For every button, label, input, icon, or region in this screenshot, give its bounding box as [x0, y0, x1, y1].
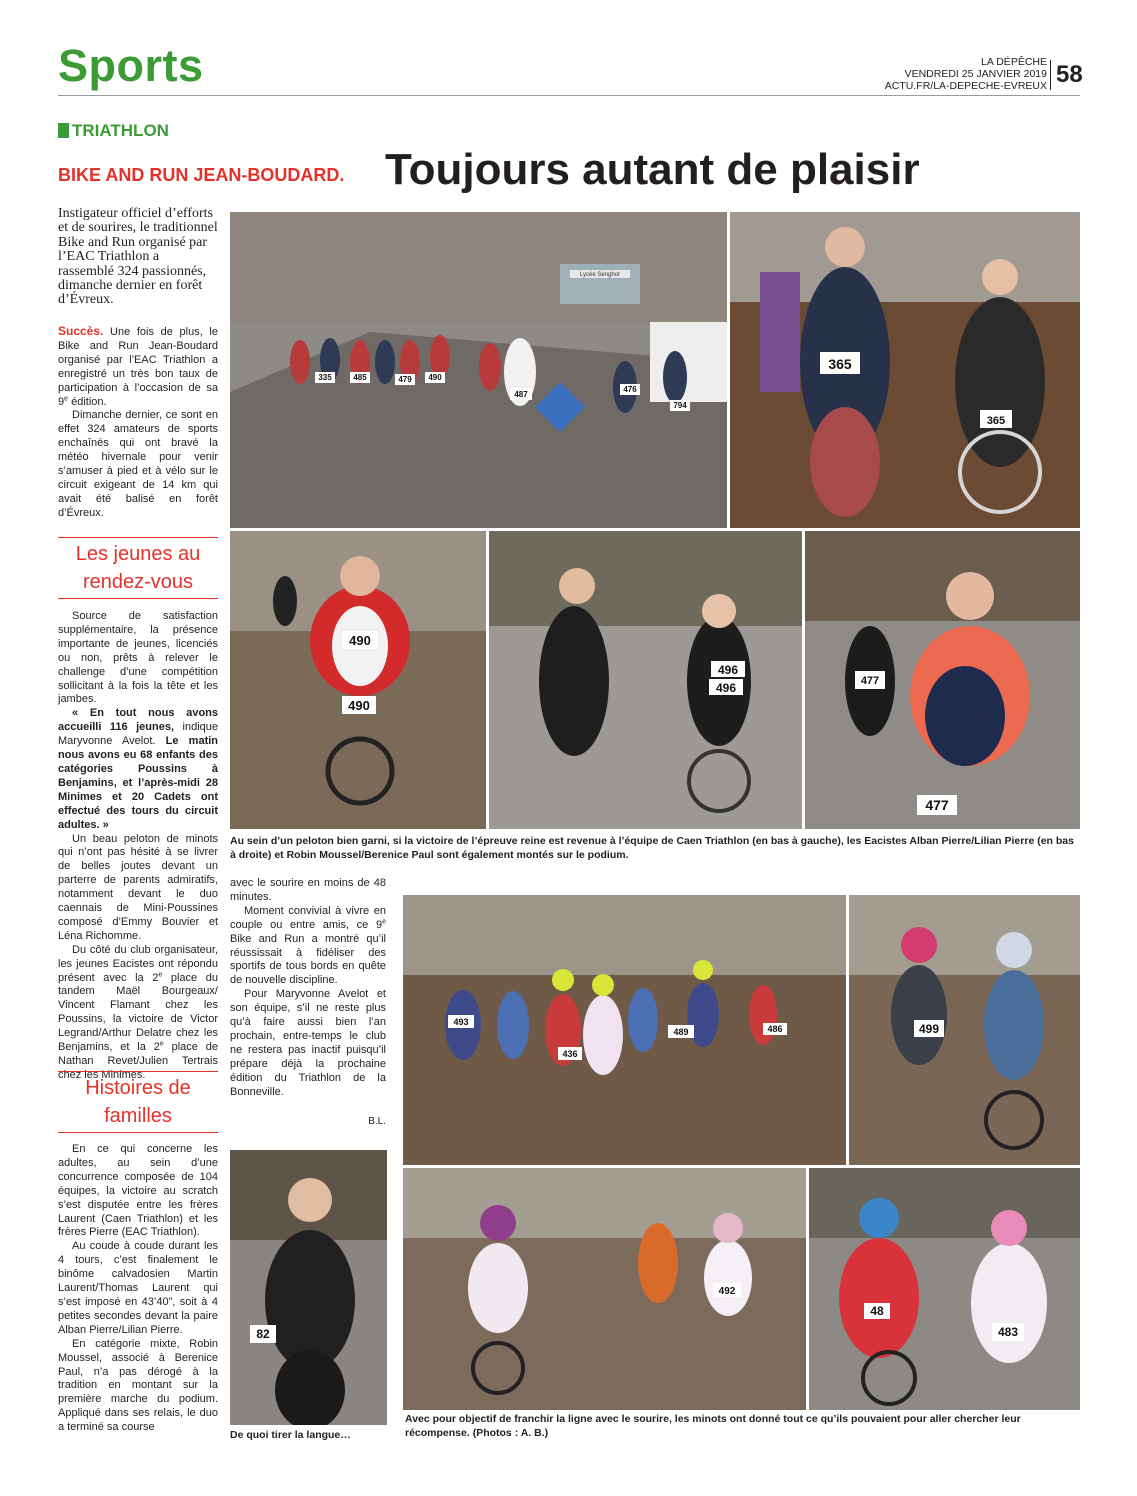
paragraph: En catégorie mixte, Robin Moussel, associé à Berenice Paul, n’a pas dérogé à la tradition en montant sur la première marche du podium. Appliqué dans ses relais, le duo a terminé sa course [58, 1337, 218, 1434]
photo-cyclist-477 [805, 531, 1080, 829]
photo-caption: Avec pour objectif de franchir la ligne avec le sourire, les minots ont donné tout ce qu’ils pouvaient pour aller chercher leur récompense. (Photos : A. B.) [405, 1413, 1021, 1439]
lead-word: Succès. [58, 324, 104, 338]
bib-number: 479 [398, 375, 412, 384]
bib-number: 335 [318, 373, 332, 382]
bib-number: 487 [514, 390, 528, 399]
bib-number: 794 [673, 401, 687, 410]
bib-number: 82 [256, 1327, 270, 1341]
rubric-label: TRIATHLON [72, 121, 169, 140]
page-number: 58 [1050, 60, 1083, 90]
bib-number: 365 [828, 356, 852, 372]
paragraph-text: édition. [71, 395, 107, 408]
quote: Le matin nous avons eu 68 enfants des catégories Poussins à Benjamins, et l’après-midi 28 Minimes et 20 Cadets ont effectué des tours du circuit adultes. » [58, 735, 219, 831]
section-title: Sports [58, 40, 204, 91]
superscript: e [382, 918, 386, 926]
paragraph: Source de satisfaction supplémentaire, la présence importante de jeunes, licenciés ou non, prêts à relever le challenge d’une compétition sollicitant à la fois la tête et les jambes. [58, 610, 218, 706]
paragraph-text: indique Maryvonne Avelot. [58, 721, 218, 748]
photo-runners-forest [730, 212, 1080, 528]
bib-number: 485 [353, 373, 367, 382]
bib-number: 496 [717, 663, 739, 677]
quote: « En tout nous avons accueilli 116 jeunes, [58, 707, 218, 734]
paragraph [58, 707, 218, 832]
paper-website: ACTU.FR/LA-DEPECHE-EVREUX [884, 80, 1047, 92]
issue-date: VENDREDI 25 JANVIER 2019 [904, 68, 1047, 80]
paragraph-text: Moment convivial à vivre en couple ou entre amis, ce 9 [230, 904, 386, 931]
article-column-1a [58, 325, 218, 521]
photo-peloton-road [230, 212, 727, 528]
bib-number: 477 [860, 675, 880, 687]
bib-number: 365 [986, 415, 1006, 427]
bib-number: 490 [348, 698, 370, 713]
bib-number: 493 [453, 1017, 469, 1027]
header-rule [58, 95, 1080, 96]
bib-number: 492 [718, 1286, 736, 1297]
bib-number: 477 [925, 797, 949, 813]
photo-caption: Au sein d’un peloton bien garni, si la victoire de l’épreuve reine est revenue à l’équipe de Caen Triathlon (en bas à gauche), les Eacistes Alban Pierre/Lilian Pierre (en bas à droite) et Robin Moussel/Berenice Paul sont également montés sur le podium. [230, 835, 1074, 861]
photo-cyclist-490 [230, 531, 486, 829]
intertitle: Histoires de familles [58, 1071, 218, 1133]
photo-caption: De quoi tirer la langue… [230, 1429, 351, 1441]
paragraph: En ce qui concerne les adultes, au sein d’une concurrence composée de 104 équipes, la victoire au scratch s’est disputée entre les frères Laurent (Caen Triathlon) et les frères Pierre (EAC Triathlon). [58, 1143, 218, 1239]
article-standfirst: Instigateur officiel d’efforts et de sourires, le traditionnel Bike and Run organisé par l’EAC Triathlon a rassemblé 324 passionnés, dimanche dernier en forêt d’Évreux. [58, 206, 218, 308]
photo-girls-arms-raised [809, 1168, 1080, 1410]
bib-number: 490 [428, 373, 442, 382]
paragraph-text: Une fois de plus, le Bike and Run Jean-Boudard organisé par l’EAC Triathlon a enregistré un très bon taux de participation à l’occasion de sa 9 [58, 326, 218, 408]
paragraph-text: Bike and Run a montré qu’il réussissait à fidéliser des sportifs de tous bords en quête de nouvelle discipline. [230, 932, 386, 987]
bib-number: 496 [715, 681, 737, 695]
paragraph [58, 944, 218, 1083]
paragraph: avec le sourire en moins de 48 minutes. [230, 877, 386, 903]
paragraph-text: Du côté du club organisateur, les jeunes Eacistes ont répondu présent avec la 2 [58, 943, 218, 984]
rubric [58, 121, 169, 141]
sign-lycee: Lycée Senghor [579, 272, 621, 278]
photo-kids-running [403, 895, 846, 1165]
folio [885, 56, 1047, 92]
paragraph-text: place de Nathan Revet/Julien Tertrais chez les Minimes. [58, 1041, 218, 1081]
bib-number: 489 [673, 1027, 689, 1037]
rubric-square-icon [58, 123, 69, 138]
headline-kicker: BIKE AND RUN JEAN-BOUDARD. [58, 165, 345, 185]
article-column-1b [58, 610, 218, 1083]
bib-number: 436 [562, 1049, 578, 1059]
photo-duo-finish [489, 531, 802, 829]
byline: B.L. [368, 1116, 386, 1127]
bib-number: 476 [623, 385, 637, 394]
paragraph: Dimanche dernier, ce sont en effet 324 amateurs de sports enchaînés qui ont bravé la météo hivernale pour venir s’amuser à pied et à vélo sur le circuit exigeant de 14 km qui avait été balisé en forêt d’Évreux. [58, 409, 218, 519]
intertitle: Les jeunes au rendez-vous [58, 537, 218, 599]
bib-number: 486 [767, 1024, 783, 1034]
article-column-1c [58, 1143, 218, 1435]
photo-boy-tongue [230, 1150, 387, 1425]
superscript: e [159, 1040, 164, 1048]
paragraph [58, 325, 218, 409]
superscript: e [64, 394, 69, 402]
paragraph-text: place du tandem Maël Bourgeaux/ Vincent Flamant chez les Poussins, la victoire de Victor Legrand/Arthur Delatre chez les Benjamins, et la 2 [58, 971, 218, 1054]
bib-number: 499 [918, 1022, 940, 1036]
bib-number: 48 [870, 1304, 884, 1318]
paragraph: Au coude à coude durant les 4 tours, c’est finalement le binôme calvadosien Martin Laurent/Thomas Laurent qui s’est imposé en 43’40”, soit à 4 petites secondes devant la paire Alban Pierre/Lilian Pierre. [58, 1240, 218, 1336]
article-column-2 [230, 877, 386, 1100]
paragraph [230, 905, 386, 988]
photo-girls-finish [403, 1168, 806, 1410]
bib-number: 490 [349, 633, 371, 648]
paragraph: Pour Maryvonne Avelot et son équipe, s’il ne reste plus qu’à faire aussi bien l’an prochain, entre-temps le club ne restera pas inactif puisqu’il prépare déjà la prochaine édition du Triathlon de la Bonneville. [230, 988, 386, 1098]
photo-kids-cycling [849, 895, 1080, 1165]
superscript: e [158, 970, 163, 978]
paper-name: LA DÉPÊCHE [981, 56, 1047, 68]
paragraph: Un beau peloton de minots qui n’ont pas hésité à se livrer de belles joutes devant un parterre de parents admiratifs, notamment devant le duo caennais de Mini-Poussines composé d’Emmy Bouvier et Léna Richomme. [58, 832, 218, 942]
headline: Toujours autant de plaisir [385, 145, 920, 194]
bib-number: 483 [997, 1325, 1019, 1339]
